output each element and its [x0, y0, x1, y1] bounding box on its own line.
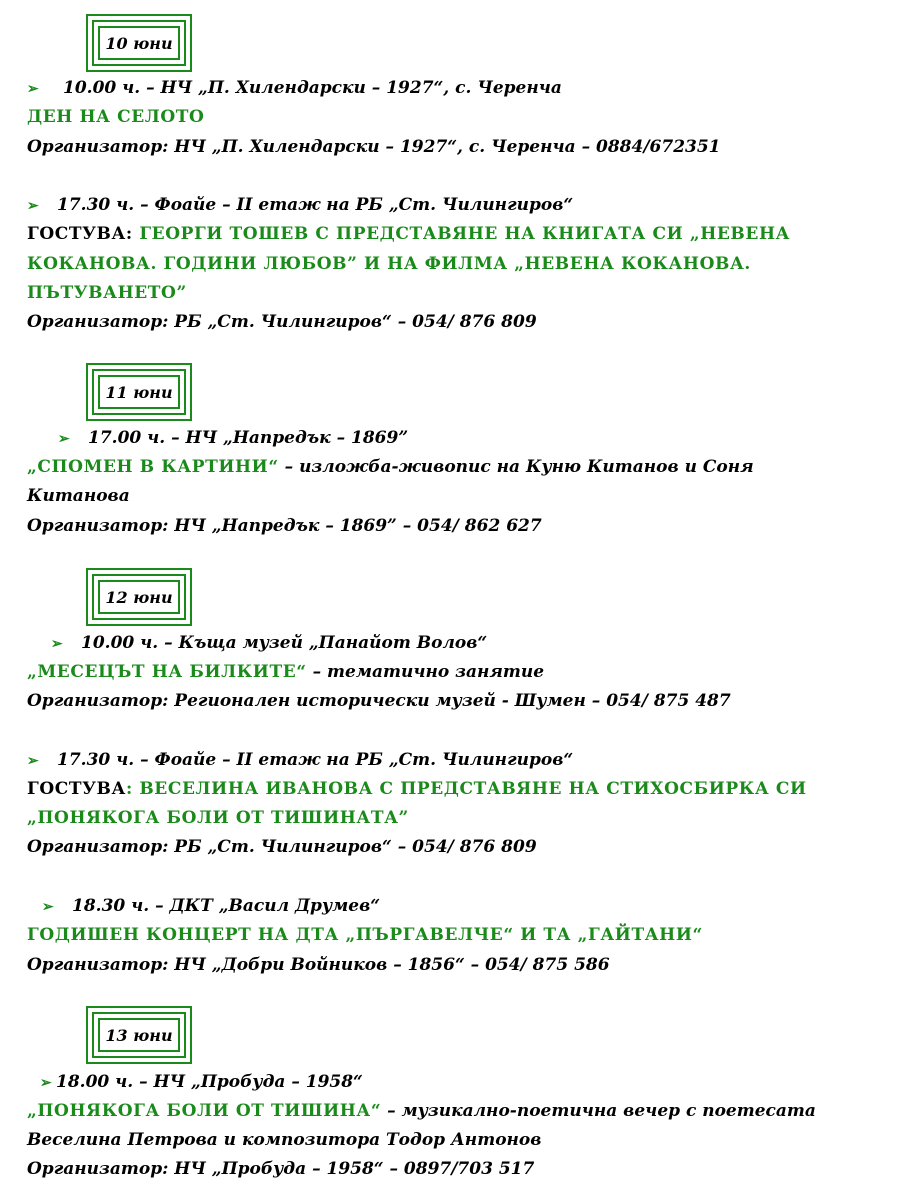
event-organizer: Организатор: НЧ „Напредък – 1869” – 054/ 862 627 [27, 516, 542, 536]
date-label: 13 юни [98, 1018, 180, 1052]
event-organizer: Организатор: НЧ „Пробуда – 1958“ – 0897/703 517 [27, 1159, 535, 1179]
event-organizer: Организатор: НЧ „П. Хилендарски – 1927“, с. Черенча – 0884/672351 [27, 137, 721, 157]
event-title-line: ПЪТУВАНЕТО” [27, 283, 187, 303]
event-title: ГОСТУВА: ВЕСЕЛИНА ИВАНОВА С ПРЕДСТАВЯНЕ НА СТИХОСБИРКА СИ [27, 779, 807, 799]
event-time-place: ➢ 18.00 ч. – НЧ „Пробуда – 1958“ [40, 1067, 363, 1098]
date-box-11-june [86, 363, 192, 421]
guest-prefix: ГОСТУВА: [27, 224, 140, 244]
event-organizer: Организатор: РБ „Ст. Чилингиров“ – 054/ 876 809 [27, 837, 537, 857]
event-time-place: ➢ 17.00 ч. – НЧ „Напредък – 1869” [58, 423, 408, 454]
event-title-line: КОКАНОВА. ГОДИНИ ЛЮБОВ” И НА ФИЛМА „НЕВЕНА КОКАНОВА. [27, 254, 751, 274]
event-title: „ПОНЯКОГА БОЛИ ОТ ТИШИНА“ – музикално-поетична вечер с поетесата [27, 1101, 816, 1121]
event-organizer: Организатор: РБ „Ст. Чилингиров“ – 054/ 876 809 [27, 312, 537, 332]
event-title: ГОСТУВА: ГЕОРГИ ТОШЕВ С ПРЕДСТАВЯНЕ НА КНИГАТА СИ „НЕВЕНА [27, 224, 791, 244]
event-title: ДЕН НА СЕЛОТО [27, 107, 205, 127]
event-time-place: ➢ 18.30 ч. – ДКТ „Васил Друмев“ [42, 891, 380, 922]
event-organizer: Организатор: Регионален исторически музей - Шумен – 054/ 875 487 [27, 691, 731, 711]
arrowhead-bullet-icon: ➢ [58, 431, 70, 447]
arrowhead-bullet-icon: ➢ [27, 81, 39, 97]
arrowhead-bullet-icon: ➢ [51, 636, 63, 652]
event-time-place: ➢ 17.30 ч. – Фоайе – II етаж на РБ „Ст. Чилингиров“ [27, 745, 573, 776]
event-time-place: ➢ 17.30 ч. – Фоайе – II етаж на РБ „Ст. Чилингиров“ [27, 190, 573, 221]
date-box-10-june [86, 14, 192, 72]
date-box-12-june [86, 568, 192, 626]
event-title: ГОДИШЕН КОНЦЕРТ НА ДТА „ПЪРГАВЕЛЧЕ“ И ТА „ГАЙТАНИ“ [27, 925, 703, 945]
arrowhead-bullet-icon: ➢ [27, 753, 39, 769]
date-box-13-june [86, 1006, 192, 1064]
arrowhead-bullet-icon: ➢ [27, 198, 39, 214]
arrowhead-bullet-icon: ➢ [42, 899, 54, 915]
event-title-line: „ПОНЯКОГА БОЛИ ОТ ТИШИНАТА” [27, 808, 409, 828]
event-desc-line: Китанова [27, 486, 130, 506]
arrowhead-bullet-icon: ➢ [40, 1075, 52, 1091]
date-label: 10 юни [98, 26, 180, 60]
event-title: „МЕСЕЦЪТ НА БИЛКИТЕ“ – тематично занятие [27, 662, 545, 682]
event-desc-line: Веселина Петрова и композитора Тодор Антонов [27, 1130, 542, 1150]
guest-prefix: ГОСТУВА [27, 779, 126, 799]
event-title: „СПОМЕН В КАРТИНИ“ – изложба-живопис на Куню Китанов и Соня [27, 457, 754, 477]
event-time-place: ➢ 10.00 ч. – Къща музей „Панайот Волов“ [51, 628, 487, 659]
event-time-place: ➢ 10.00 ч. – НЧ „П. Хилендарски – 1927“, с. Черенча [27, 73, 562, 104]
date-label: 11 юни [98, 375, 180, 409]
date-label: 12 юни [98, 580, 180, 614]
event-organizer: Организатор: НЧ „Добри Войников – 1856“ – 054/ 875 586 [27, 955, 610, 975]
